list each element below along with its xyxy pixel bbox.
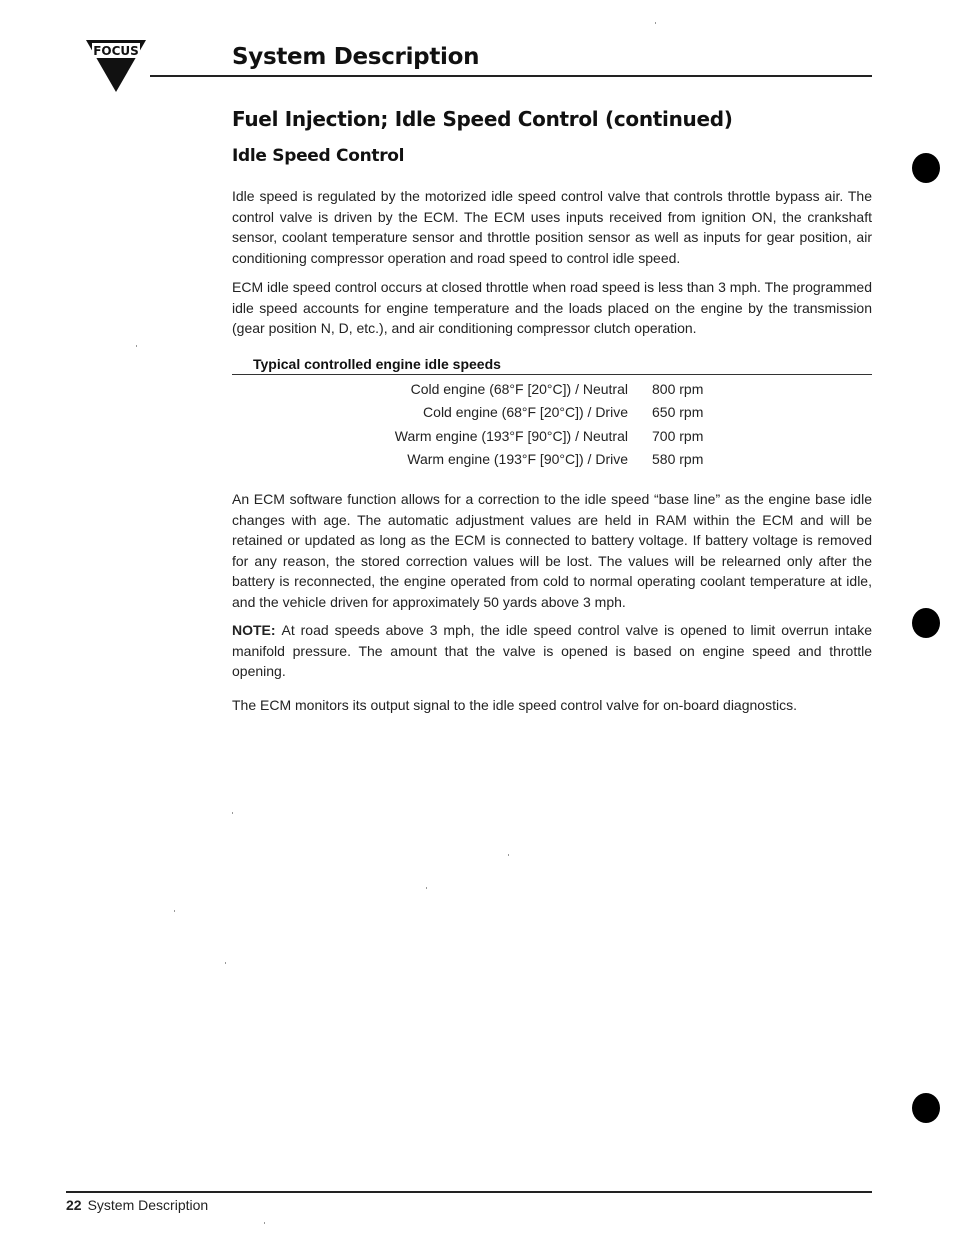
table-rule <box>232 374 872 375</box>
table-row <box>232 424 752 448</box>
note-label: NOTE: <box>232 622 276 638</box>
table-row <box>232 377 752 401</box>
table-cell-rpm: 800 rpm <box>652 380 704 397</box>
scan-speck <box>264 1222 265 1224</box>
table-cell-rpm: 700 rpm <box>652 427 704 444</box>
note-text: At road speeds above 3 mph, the idle speed control valve is opened to limit overrun intake manifold pressure. The amount that the valve is opened is based on engine speed and throttle opening. <box>232 622 872 679</box>
binder-hole-dot <box>912 608 940 638</box>
scan-speck <box>426 887 427 889</box>
idle-speed-table-title: Typical controlled engine idle speeds <box>253 356 501 372</box>
binder-hole-dot <box>912 153 940 183</box>
table-cell-condition: Warm engine (193°F [90°C]) / Drive <box>407 451 628 468</box>
paragraph-ecm-correction: An ECM software function allows for a correction to the idle speed “base line” as the engine base idle changes with age. The automatic adjustment values are held in RAM within the ECM and will be retained or updated as long as the ECM is connected to battery voltage. If battery voltage is removed for any reason, the stored correction values will be lost. The values will be relearned only after the battery is reconnected, the engine operated from cold to normal operating coolant temperature at idle, and the vehicle driven for approximately 50 yards above 3 mph. <box>232 491 872 610</box>
section-heading: Fuel Injection; Idle Speed Control (continued) <box>232 107 733 131</box>
table-cell-rpm: 580 rpm <box>652 451 704 468</box>
note-paragraph <box>232 620 872 682</box>
footer-label: System Description <box>87 1197 209 1213</box>
page-header-title: System Description <box>232 44 480 70</box>
page-footer <box>66 1197 208 1213</box>
scan-speck <box>232 812 233 814</box>
idle-speed-table <box>232 377 752 471</box>
table-cell-rpm: 650 rpm <box>652 404 704 421</box>
table-cell-condition: Warm engine (193°F [90°C]) / Neutral <box>394 427 628 444</box>
header-rule <box>150 75 872 77</box>
logo-text: FOCUS <box>93 44 139 58</box>
footer-rule <box>66 1191 872 1193</box>
subsection-heading: Idle Speed Control <box>232 146 405 166</box>
table-cell-condition: Cold engine (68°F [20°C]) / Neutral <box>410 380 628 397</box>
page-number: 22 <box>66 1197 82 1213</box>
scan-speck <box>225 962 226 964</box>
scan-speck <box>655 22 656 24</box>
focus-logo <box>80 36 152 96</box>
paragraph-ecm-idle-control: ECM idle speed control occurs at closed throttle when road speed is less than 3 mph. The programmed idle speed accounts for engine temperature and the loads placed on the engine by the transmission (gear position N, D, etc.), and air conditioning compressor clutch operation. <box>232 279 872 336</box>
paragraph-ecm-monitoring: The ECM monitors its output signal to the idle speed control valve for on-board diagnostics. <box>232 697 797 713</box>
scan-speck <box>174 910 175 912</box>
table-row <box>232 401 752 425</box>
focus-logo-graphic <box>80 36 152 96</box>
table-cell-condition: Cold engine (68°F [20°C]) / Drive <box>423 404 628 421</box>
binder-hole-dot <box>912 1093 940 1123</box>
table-row <box>232 448 752 472</box>
paragraph-idle-regulation: Idle speed is regulated by the motorized idle speed control valve that controls throttle bypass air. The control valve is driven by the ECM. The ECM uses inputs received from ignition ON, the crankshaft sensor, coolant temperature sensor and throttle position sensor as well as inputs for gear position, air conditioning compressor operation and road speed to control idle speed. <box>232 188 872 266</box>
scan-speck <box>508 854 509 856</box>
scan-speck <box>136 345 137 347</box>
